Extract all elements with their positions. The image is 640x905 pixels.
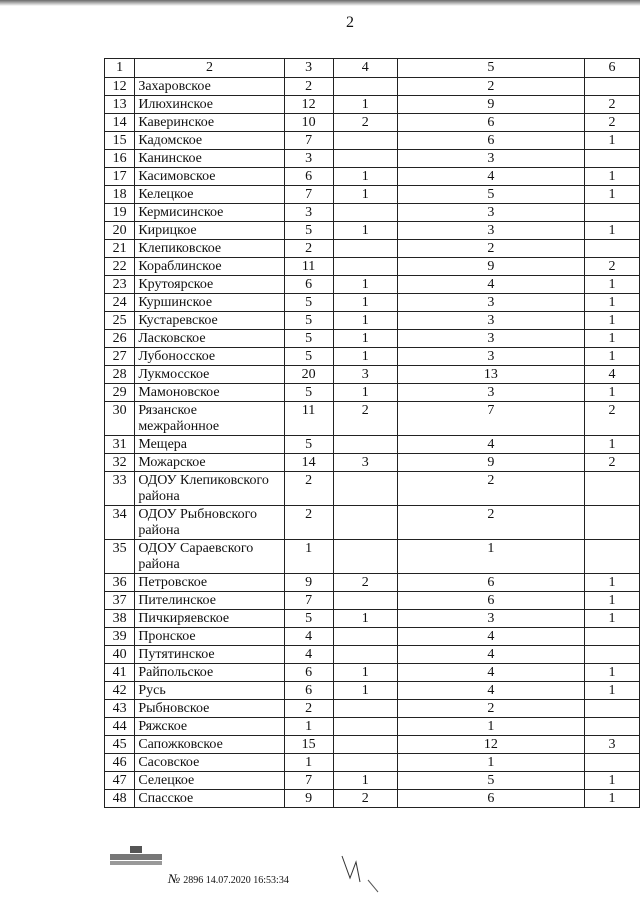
count-col4 (333, 592, 397, 610)
count-col4 (333, 736, 397, 754)
total-count: 3 (284, 150, 333, 168)
count-col5: 4 (397, 664, 584, 682)
row-number: 17 (105, 168, 135, 186)
table-row (105, 114, 640, 132)
count-col4: 2 (333, 790, 397, 808)
count-col5: 7 (397, 402, 584, 436)
count-col4: 1 (333, 96, 397, 114)
total-count: 5 (284, 348, 333, 366)
count-col5: 3 (397, 330, 584, 348)
table-row (105, 186, 640, 204)
page-number: 2 (346, 14, 354, 31)
org-name: ОДОУ Сараевского района (135, 540, 284, 574)
org-name: Пронское (135, 628, 284, 646)
count-col4: 2 (333, 574, 397, 592)
count-col5: 3 (397, 204, 584, 222)
count-col6 (584, 754, 639, 772)
total-count: 2 (284, 78, 333, 96)
row-number: 15 (105, 132, 135, 150)
count-col6 (584, 646, 639, 664)
count-col4: 1 (333, 294, 397, 312)
org-name: Пичкиряевское (135, 610, 284, 628)
count-col4: 2 (333, 114, 397, 132)
count-col6: 1 (584, 294, 639, 312)
total-count: 7 (284, 772, 333, 790)
table-row (105, 312, 640, 330)
count-col5: 4 (397, 276, 584, 294)
total-count: 9 (284, 790, 333, 808)
count-col4: 2 (333, 402, 397, 436)
count-col6: 1 (584, 222, 639, 240)
row-number: 12 (105, 78, 135, 96)
header-cell: 3 (284, 59, 333, 78)
org-name: Касимовское (135, 168, 284, 186)
header-cell: 4 (333, 59, 397, 78)
count-col6: 1 (584, 312, 639, 330)
org-name: Лукмосское (135, 366, 284, 384)
count-col6: 1 (584, 348, 639, 366)
table-row (105, 276, 640, 294)
row-number: 42 (105, 682, 135, 700)
total-count: 7 (284, 592, 333, 610)
table-row (105, 772, 640, 790)
total-count: 12 (284, 96, 333, 114)
table-row (105, 628, 640, 646)
row-number: 41 (105, 664, 135, 682)
org-name: Сасовское (135, 754, 284, 772)
total-count: 9 (284, 574, 333, 592)
row-number: 30 (105, 402, 135, 436)
row-number: 22 (105, 258, 135, 276)
count-col5: 1 (397, 540, 584, 574)
count-col6: 1 (584, 574, 639, 592)
count-col4: 1 (333, 330, 397, 348)
row-number: 24 (105, 294, 135, 312)
count-col5: 9 (397, 96, 584, 114)
header-cell: 5 (397, 59, 584, 78)
row-number: 34 (105, 506, 135, 540)
table-row (105, 540, 640, 574)
row-number: 36 (105, 574, 135, 592)
table-row (105, 78, 640, 96)
org-name: Селецкое (135, 772, 284, 790)
org-name: Рязанское межрайонное (135, 402, 284, 436)
count-col5: 6 (397, 592, 584, 610)
org-name: Лубоносское (135, 348, 284, 366)
count-col6 (584, 240, 639, 258)
count-col5: 5 (397, 186, 584, 204)
row-number: 37 (105, 592, 135, 610)
org-name: Келецкое (135, 186, 284, 204)
row-number: 19 (105, 204, 135, 222)
count-col6 (584, 628, 639, 646)
count-col4 (333, 506, 397, 540)
table-row (105, 168, 640, 186)
count-col5: 2 (397, 240, 584, 258)
table-row (105, 592, 640, 610)
org-name: Ласковское (135, 330, 284, 348)
row-number: 20 (105, 222, 135, 240)
total-count: 5 (284, 330, 333, 348)
count-col6: 1 (584, 132, 639, 150)
total-count: 11 (284, 402, 333, 436)
total-count: 4 (284, 628, 333, 646)
count-col4: 3 (333, 454, 397, 472)
org-name: ОДОУ Клепиковского района (135, 472, 284, 506)
header-cell: 2 (135, 59, 284, 78)
count-col4: 1 (333, 664, 397, 682)
org-name: Русь (135, 682, 284, 700)
table-row (105, 150, 640, 168)
count-col6 (584, 204, 639, 222)
row-number: 23 (105, 276, 135, 294)
count-col5: 9 (397, 258, 584, 276)
count-col5: 2 (397, 506, 584, 540)
scan-edge (0, 0, 640, 6)
table-row (105, 384, 640, 402)
header-cell: 6 (584, 59, 639, 78)
count-col4: 1 (333, 186, 397, 204)
total-count: 5 (284, 436, 333, 454)
total-count: 15 (284, 736, 333, 754)
count-col4: 1 (333, 276, 397, 294)
government-emblem-icon (108, 846, 164, 868)
table-row (105, 700, 640, 718)
row-number: 13 (105, 96, 135, 114)
org-name: Сапожковское (135, 736, 284, 754)
count-col5: 6 (397, 574, 584, 592)
table-header-row (105, 59, 640, 78)
count-col4: 1 (333, 312, 397, 330)
row-number: 28 (105, 366, 135, 384)
count-col6: 2 (584, 114, 639, 132)
total-count: 1 (284, 754, 333, 772)
table-row (105, 294, 640, 312)
table-row (105, 736, 640, 754)
org-name: Кирицкое (135, 222, 284, 240)
org-name: Канинское (135, 150, 284, 168)
count-col5: 3 (397, 222, 584, 240)
table-row (105, 574, 640, 592)
total-count: 6 (284, 664, 333, 682)
total-count: 3 (284, 204, 333, 222)
table-row (105, 132, 640, 150)
registration-text: 2896 14.07.2020 16:53:34 (183, 875, 289, 886)
table-row (105, 348, 640, 366)
count-col5: 3 (397, 384, 584, 402)
count-col5: 6 (397, 790, 584, 808)
count-col6: 1 (584, 186, 639, 204)
org-name: Клепиковское (135, 240, 284, 258)
total-count: 14 (284, 454, 333, 472)
count-col6: 1 (584, 772, 639, 790)
org-name: Пителинское (135, 592, 284, 610)
count-col5: 1 (397, 718, 584, 736)
count-col5: 1 (397, 754, 584, 772)
count-col4 (333, 258, 397, 276)
count-col4: 1 (333, 772, 397, 790)
count-col6 (584, 718, 639, 736)
count-col5: 4 (397, 628, 584, 646)
table-row (105, 330, 640, 348)
table-row (105, 718, 640, 736)
count-col5: 3 (397, 348, 584, 366)
total-count: 5 (284, 312, 333, 330)
table-row (105, 258, 640, 276)
org-name: Крутоярское (135, 276, 284, 294)
header-cell: 1 (105, 59, 135, 78)
count-col4 (333, 132, 397, 150)
org-name: Кермисинское (135, 204, 284, 222)
row-number: 18 (105, 186, 135, 204)
org-name: Захаровское (135, 78, 284, 96)
table-row (105, 402, 640, 436)
count-col5: 3 (397, 150, 584, 168)
total-count: 1 (284, 540, 333, 574)
table-row (105, 436, 640, 454)
count-col4: 3 (333, 366, 397, 384)
count-col6: 1 (584, 384, 639, 402)
row-number: 39 (105, 628, 135, 646)
org-name: Петровское (135, 574, 284, 592)
count-col5: 4 (397, 436, 584, 454)
row-number: 45 (105, 736, 135, 754)
count-col6: 4 (584, 366, 639, 384)
count-col5: 4 (397, 646, 584, 664)
count-col4 (333, 78, 397, 96)
count-col5: 3 (397, 610, 584, 628)
total-count: 5 (284, 610, 333, 628)
row-number: 14 (105, 114, 135, 132)
row-number: 16 (105, 150, 135, 168)
count-col6 (584, 78, 639, 96)
total-count: 20 (284, 366, 333, 384)
count-col6: 1 (584, 276, 639, 294)
count-col5: 2 (397, 78, 584, 96)
count-col6: 1 (584, 664, 639, 682)
table-row (105, 682, 640, 700)
count-col4 (333, 472, 397, 506)
total-count: 6 (284, 682, 333, 700)
count-col6 (584, 472, 639, 506)
count-col4: 1 (333, 384, 397, 402)
table-row (105, 506, 640, 540)
total-count: 11 (284, 258, 333, 276)
count-col4 (333, 204, 397, 222)
signature-mark (338, 850, 388, 895)
table-row (105, 222, 640, 240)
total-count: 6 (284, 276, 333, 294)
table-row (105, 96, 640, 114)
org-name: ОДОУ Рыбновского района (135, 506, 284, 540)
count-col6 (584, 540, 639, 574)
count-col6: 1 (584, 790, 639, 808)
table-row (105, 754, 640, 772)
total-count: 5 (284, 222, 333, 240)
count-col5: 13 (397, 366, 584, 384)
org-name: Райпольское (135, 664, 284, 682)
org-name: Каверинское (135, 114, 284, 132)
count-col4: 1 (333, 610, 397, 628)
org-name: Ряжское (135, 718, 284, 736)
count-col6: 2 (584, 402, 639, 436)
org-name: Спасское (135, 790, 284, 808)
table-row (105, 454, 640, 472)
table-row (105, 664, 640, 682)
row-number: 38 (105, 610, 135, 628)
table-row (105, 646, 640, 664)
row-number: 32 (105, 454, 135, 472)
count-col6 (584, 700, 639, 718)
total-count: 7 (284, 186, 333, 204)
count-col6: 1 (584, 436, 639, 454)
count-col5: 6 (397, 114, 584, 132)
total-count: 7 (284, 132, 333, 150)
data-table (104, 58, 640, 808)
table-row (105, 240, 640, 258)
table-row (105, 790, 640, 808)
total-count: 2 (284, 700, 333, 718)
count-col6: 1 (584, 330, 639, 348)
registration-line (168, 871, 289, 887)
org-name: Мамоновское (135, 384, 284, 402)
count-col5: 3 (397, 294, 584, 312)
count-col4: 1 (333, 682, 397, 700)
count-col5: 6 (397, 132, 584, 150)
count-col5: 2 (397, 472, 584, 506)
count-col5: 12 (397, 736, 584, 754)
org-name: Кустаревское (135, 312, 284, 330)
org-name: Кораблинское (135, 258, 284, 276)
row-number: 31 (105, 436, 135, 454)
count-col5: 9 (397, 454, 584, 472)
table-row (105, 204, 640, 222)
count-col6: 2 (584, 96, 639, 114)
row-number: 27 (105, 348, 135, 366)
count-col4 (333, 700, 397, 718)
total-count: 5 (284, 384, 333, 402)
row-number: 46 (105, 754, 135, 772)
count-col4 (333, 240, 397, 258)
org-name: Путятинское (135, 646, 284, 664)
table-row (105, 366, 640, 384)
count-col5: 3 (397, 312, 584, 330)
count-col6: 2 (584, 258, 639, 276)
count-col5: 4 (397, 168, 584, 186)
total-count: 4 (284, 646, 333, 664)
count-col4 (333, 718, 397, 736)
count-col6: 1 (584, 168, 639, 186)
count-col4 (333, 754, 397, 772)
org-name: Можарское (135, 454, 284, 472)
row-number: 43 (105, 700, 135, 718)
row-number: 44 (105, 718, 135, 736)
total-count: 2 (284, 506, 333, 540)
row-number: 48 (105, 790, 135, 808)
count-col4 (333, 436, 397, 454)
total-count: 2 (284, 472, 333, 506)
total-count: 6 (284, 168, 333, 186)
row-number: 35 (105, 540, 135, 574)
org-name: Кадомское (135, 132, 284, 150)
count-col5: 4 (397, 682, 584, 700)
count-col6 (584, 150, 639, 168)
count-col6: 1 (584, 682, 639, 700)
count-col5: 5 (397, 772, 584, 790)
org-name: Куршинское (135, 294, 284, 312)
count-col4: 1 (333, 348, 397, 366)
row-number: 26 (105, 330, 135, 348)
table-row (105, 472, 640, 506)
count-col4: 1 (333, 168, 397, 186)
count-col6 (584, 506, 639, 540)
count-col5: 2 (397, 700, 584, 718)
row-number: 40 (105, 646, 135, 664)
row-number: 21 (105, 240, 135, 258)
count-col4 (333, 150, 397, 168)
row-number: 25 (105, 312, 135, 330)
row-number: 47 (105, 772, 135, 790)
count-col6: 1 (584, 610, 639, 628)
count-col6: 1 (584, 592, 639, 610)
org-name: Мещера (135, 436, 284, 454)
count-col4 (333, 628, 397, 646)
count-col4 (333, 540, 397, 574)
total-count: 2 (284, 240, 333, 258)
count-col4 (333, 646, 397, 664)
count-col6: 3 (584, 736, 639, 754)
row-number: 29 (105, 384, 135, 402)
count-col6: 2 (584, 454, 639, 472)
table-row (105, 610, 640, 628)
count-col4: 1 (333, 222, 397, 240)
row-number: 33 (105, 472, 135, 506)
org-name: Илюхинское (135, 96, 284, 114)
number-sign: № (168, 871, 181, 886)
total-count: 5 (284, 294, 333, 312)
total-count: 1 (284, 718, 333, 736)
org-name: Рыбновское (135, 700, 284, 718)
total-count: 10 (284, 114, 333, 132)
